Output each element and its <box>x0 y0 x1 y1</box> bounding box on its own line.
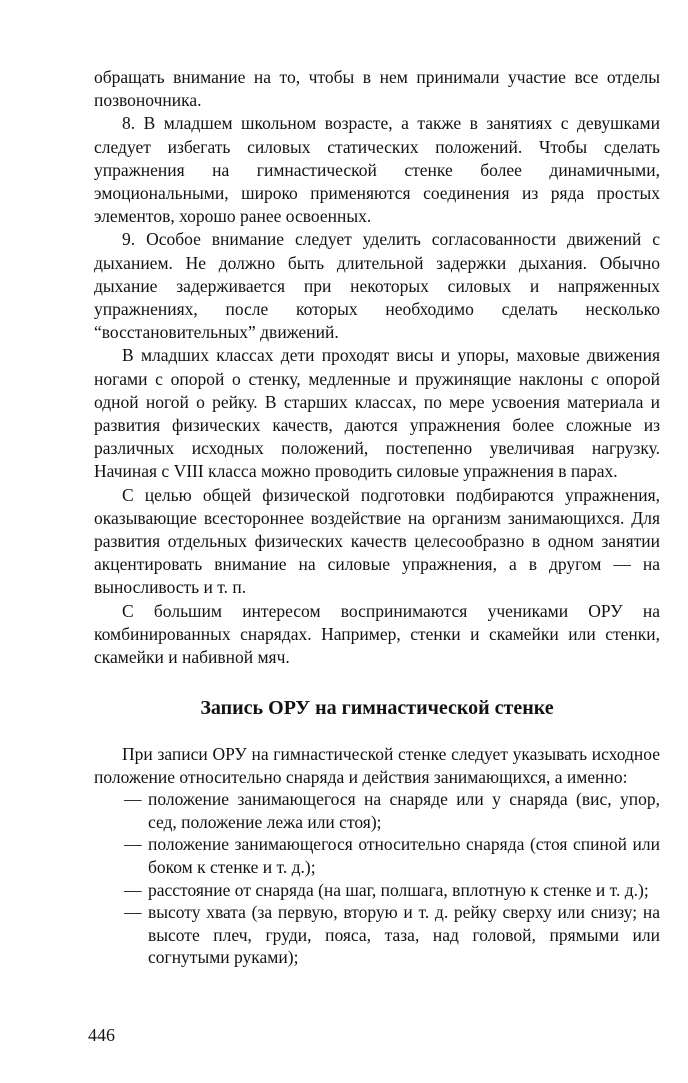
list-dash: — <box>124 834 142 855</box>
paragraph-continuation: обращать внимание на то, чтобы в нем принимали участие все отделы позвоночника. <box>94 67 660 111</box>
section-intro: При записи ОРУ на гимнастической стенке следует указывать исходное положение относительно снаряда и действия занимающихся, а именно: <box>94 744 660 787</box>
list-item-text: положение занимающегося на снаряде или у снаряда (вис, упор, сед, положение лежа или стоя); <box>148 789 660 832</box>
list-item-text: высоту хвата (за первую, вторую и т. д. рейку сверху или снизу; на высоте плеч, груди, пояса, таза, над головой, прямыми или согнутыми руками); <box>148 902 660 968</box>
list-item <box>94 833 660 878</box>
list-item <box>94 901 660 969</box>
requirements-list <box>94 788 660 969</box>
paragraph-combined-apparatus: С большим интересом воспринимаются учениками ОРУ на комбинированных снарядах. Например, стенки и скамейки или стенки, скамейки и набивной мяч. <box>94 600 660 668</box>
list-item <box>94 788 660 833</box>
list-item <box>94 879 660 902</box>
paragraph-junior-classes: В младших классах дети проходят висы и упоры, маховые движения ногами с опорой о стенку, медленные и пружинящие наклоны с опорой одной ногой о рейку. В старших классах, по мере усвоения материала и развития физических качеств, даются упражнения более сложные из различных исходных положений, постепенно увеличивая нагрузку. Начиная с VIII класса можно проводить силовые упражнения в парах. <box>94 345 660 482</box>
list-dash: — <box>124 789 142 810</box>
list-dash: — <box>124 902 142 923</box>
section-heading: Запись ОРУ на гимнастической стенке <box>200 697 554 719</box>
body-text <box>94 66 660 669</box>
section-body <box>94 743 660 969</box>
list-item-text: расстояние от снаряда (на шаг, полшага, вплотную к стенке и т. д.); <box>148 879 649 900</box>
page-number: 446 <box>88 1025 115 1045</box>
paragraph-general-training: С целью общей физической подготовки подбираются упражнения, оказывающие всестороннее воздействие на организм занимающихся. Для развития отдельных физических качеств целесообразно в одном занятии акцентировать внимание на силовые упражнения, а в другом — на выносливость и т. п. <box>94 484 660 598</box>
list-dash: — <box>124 879 142 900</box>
list-item-text: положение занимающегося относительно снаряда (стоя спиной или боком к стенке и т. д.); <box>148 834 660 877</box>
paragraph-item-8: 8. В младшем школьном возрасте, а также в занятиях с девушками следует избегать силовых статических положений. Чтобы сделать упражнения на гимнастической стенке более динамичными, эмоциональными, широко применяются соединения из ряда простых элементов, хорошо ранее освоенных. <box>94 113 660 227</box>
paragraph-item-9: 9. Особое внимание следует уделить согласованности движений с дыханием. Не должно быть длительной задержки дыхания. Обычно дыхание задерживается при некоторых силовых и напряженных упражнениях, после которых необходимо сделать несколько “восстановительных” движений. <box>94 229 660 343</box>
